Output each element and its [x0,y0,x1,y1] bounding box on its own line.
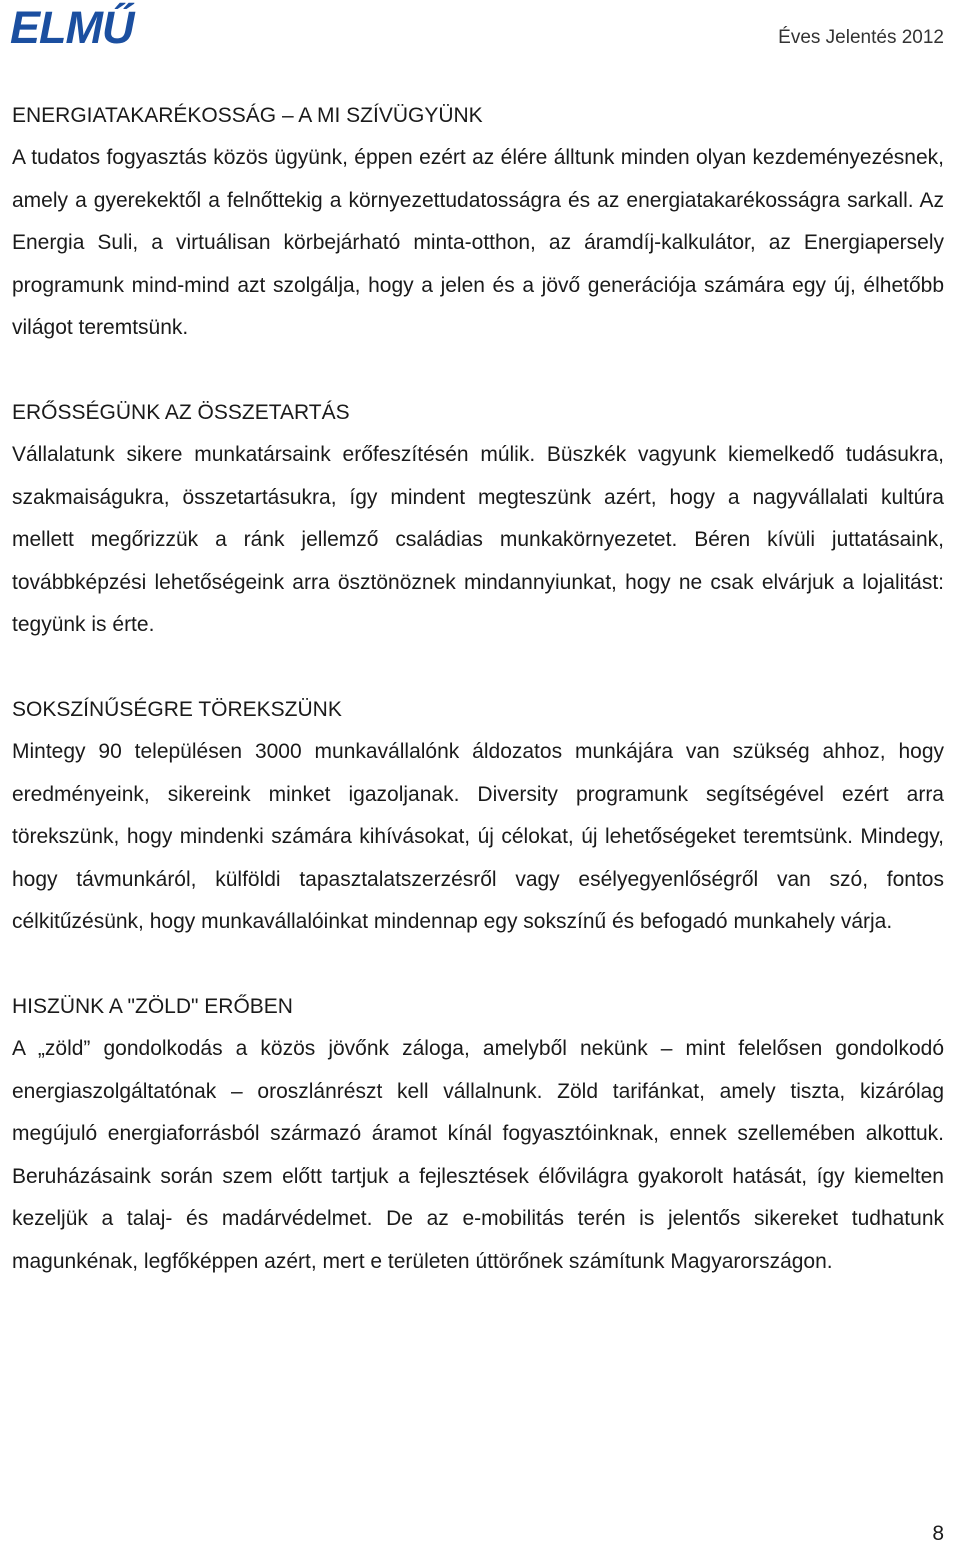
section-cohesion [12,391,944,647]
section-paragraph: Vállalatunk sikere munkatársaink erőfeszítésén múlik. Büszkék vagyunk kiemelkedő tudásukra, szakmaiságukra, összetartásukra, így mindent megteszünk azért, hogy a nagyvállalati kultúra mellett megőrizzük a ránk jellemző családias munkakörnyezetet. Béren kívüli juttatásaink, továbbképzési lehetőségeink arra ösztönöznek mindannyiunkat, hogy ne csak elvárjuk a lojalitást: tegyünk is érte. [12,442,944,637]
page-number: 8 [932,1522,944,1545]
section-heading: HISZÜNK A "ZÖLD" ERŐBEN [12,994,293,1018]
section-heading: SOKSZÍNŰSÉGRE TÖREKSZÜNK [12,697,342,721]
section-heading: ERŐSSÉGÜNK AZ ÖSSZETARTÁS [12,400,350,424]
section-green-power [12,985,944,1284]
section-heading: ENERGIATAKARÉKOSSÁG – A MI SZÍVÜGYÜNK [12,104,483,127]
section-paragraph: A „zöld” gondolkodás a közös jövőnk záloga, amelyből nekünk – mint felelősen gondolkodó energiaszolgáltatónak – oroszlánrészt kell vállalnunk. Zöld tarifánkat, amely tiszta, kizárólag megújuló energiaforrásból származó áramot kínál fogyasztóinknak, ennek szellemében alkottuk. Beruházásaink során szem előtt tartjuk a fejlesztések élővilágra gyakorolt hatását, így kiemelten kezeljük a talaj- és madárvédelmet. De az e-mobilitás terén is jelentős sikereket tudhatunk magunkénak, legfőképpen azért, mert e területen úttörőnek számítunk Magyarországon. [12,1036,944,1273]
report-title: Éves Jelentés 2012 [778,27,944,48]
section-diversity [12,688,944,944]
section-energy-saving [12,94,944,350]
elmu-logo: ELMŰ [10,2,134,53]
section-paragraph: A tudatos fogyasztás közös ügyünk, éppen ezért az élére álltunk minden olyan kezdeményezésnek, amely a gyerekektől a felnőttekig a környezettudatosságra és az energiatakarékosságra sarkall. Az Energia Suli, a virtuálisan körbejárható minta-otthon, az áramdíj-kalkulátor, az Energiapersely programunk mind-mind azt szolgálja, hogy a jelen és a jövő generációja számára egy új, élhetőbb világot teremtsünk. [12,146,944,340]
page-content [12,94,944,1283]
page-header [0,0,960,70]
section-paragraph: Mintegy 90 településen 3000 munkavállalónk áldozatos munkájára van szükség ahhoz, hogy eredményeink, sikereink minket igazoljanak. Diversity programunk segítségével ezért arra törekszünk, hogy mindenki számára kihívásokat, új célokat, új lehetőségeket teremtsünk. Mindegy, hogy távmunkáról, külföldi tapasztalatszerzésről vagy esélyegyenlőségről van szó, fontos célkitűzésünk, hogy munkavállalóinkat mindennap egy sokszínű és befogadó munkahely várja. [12,739,944,934]
